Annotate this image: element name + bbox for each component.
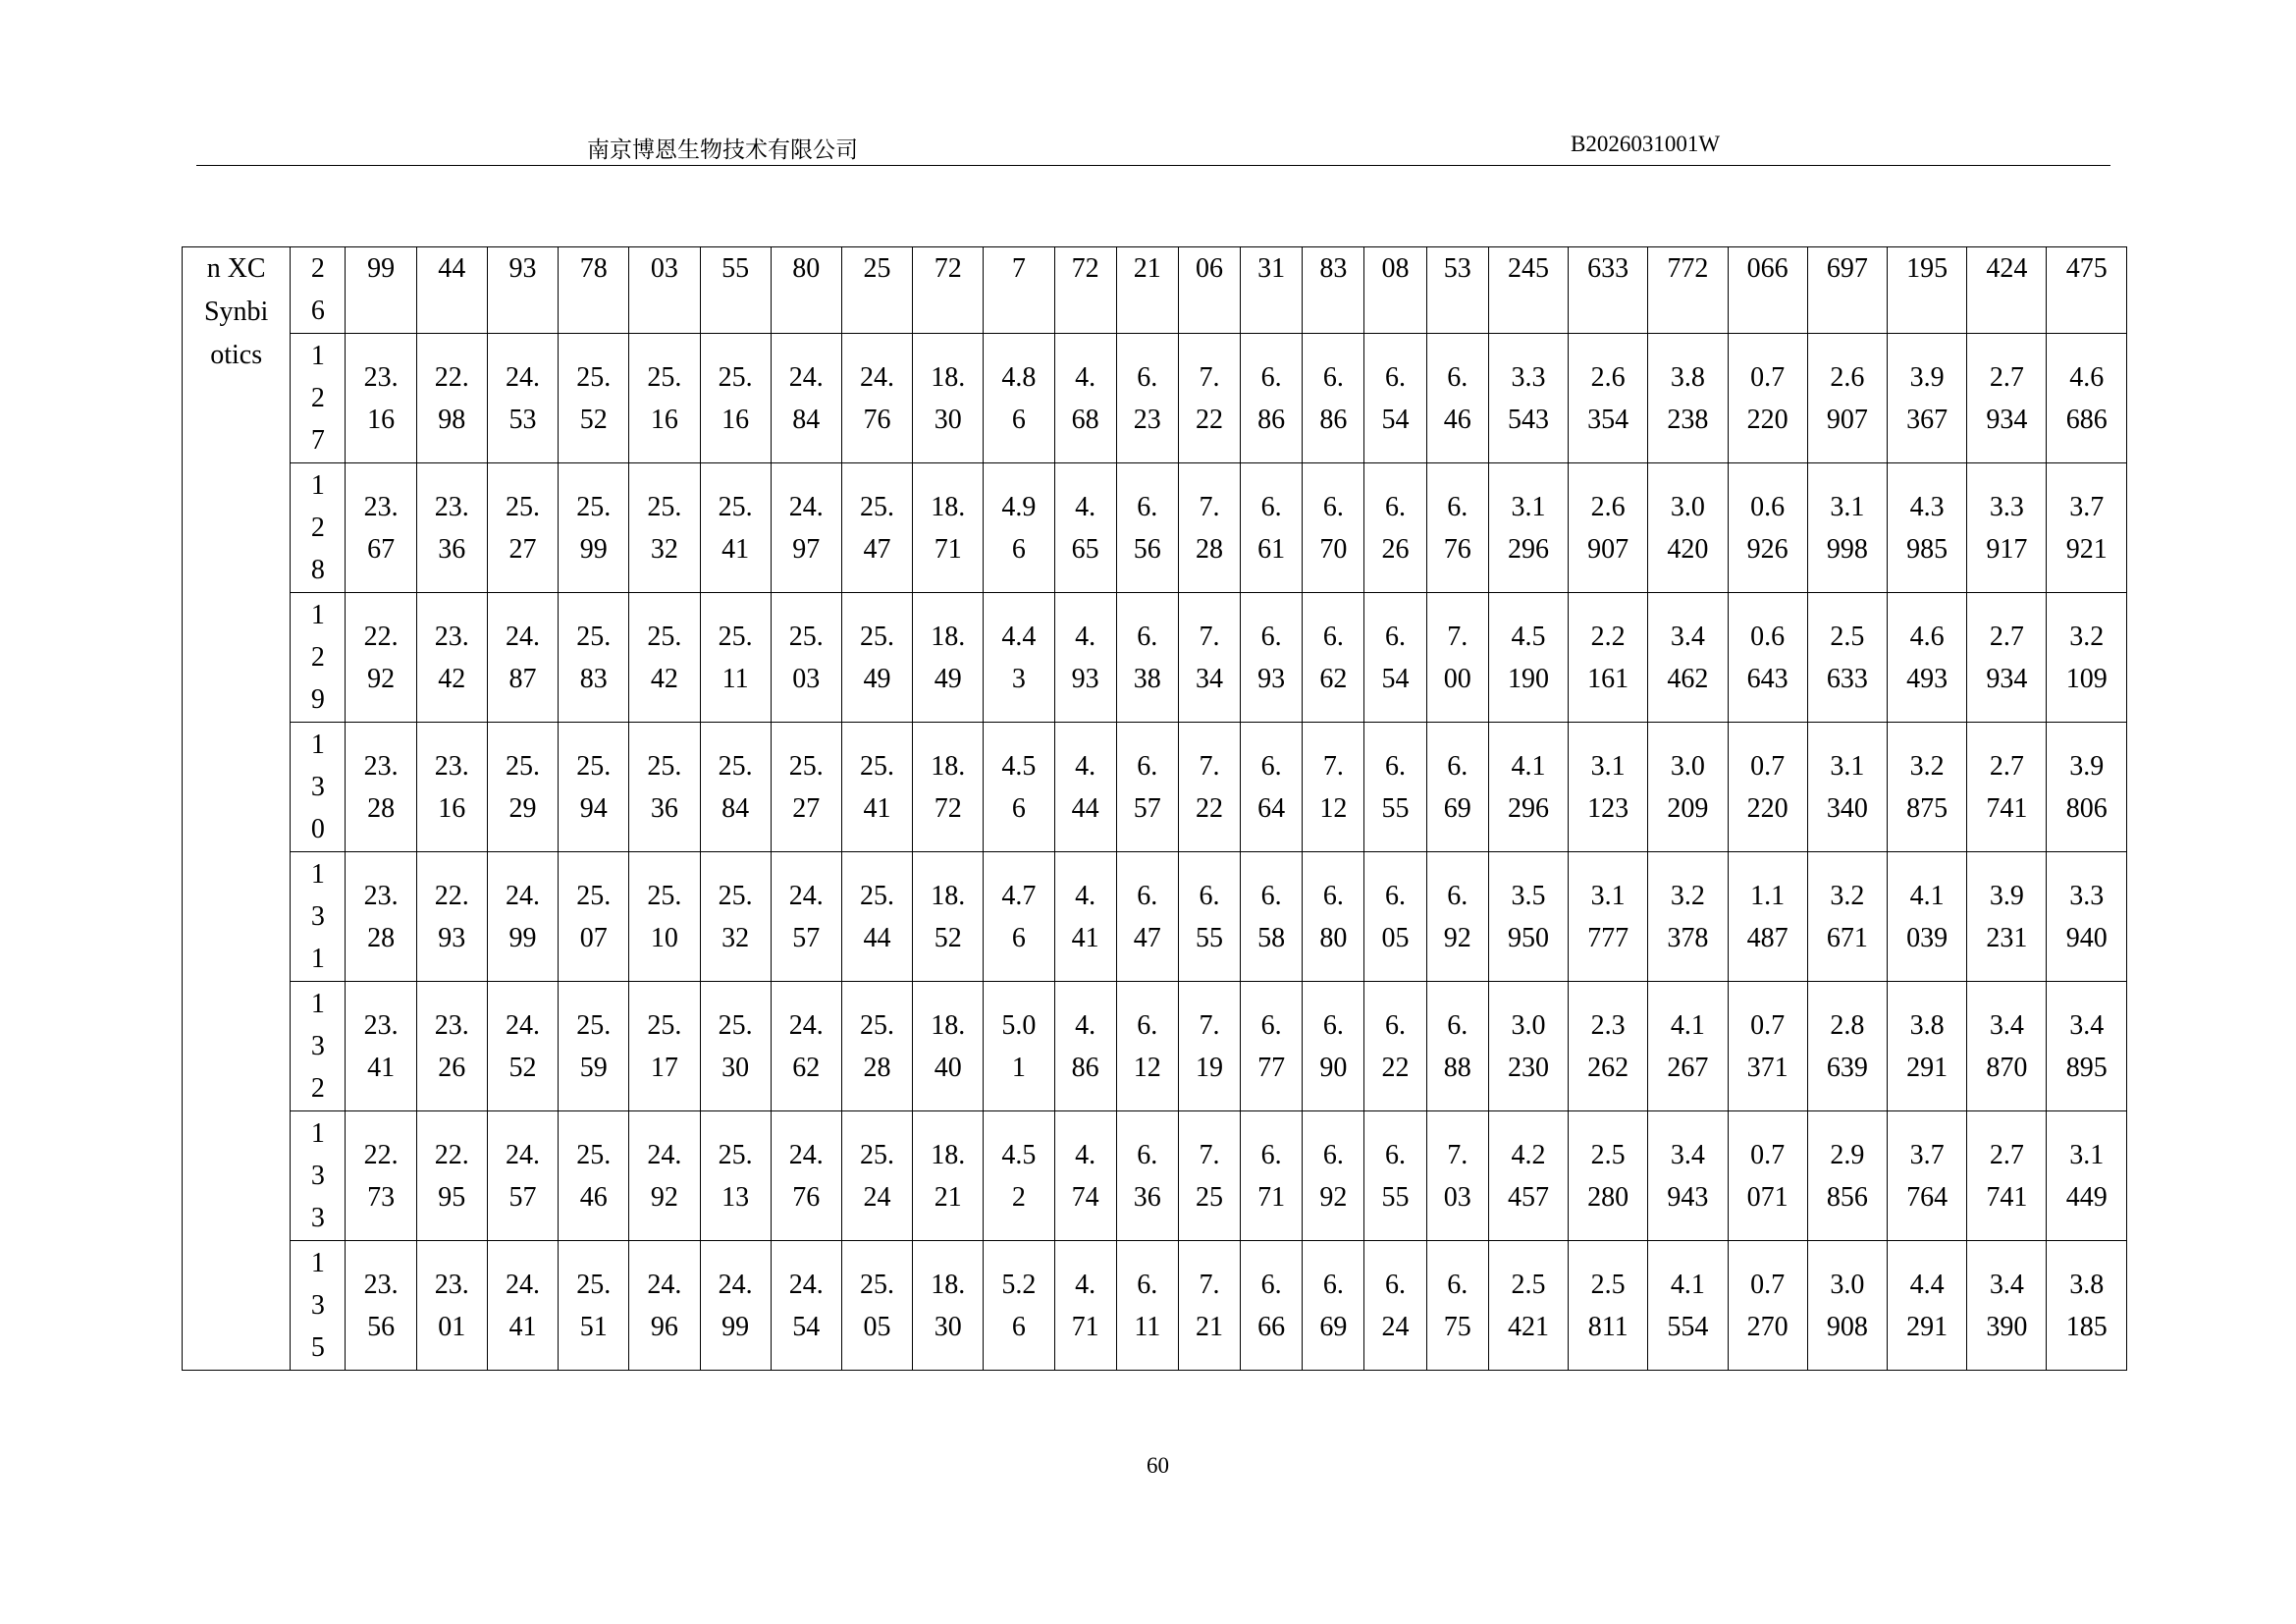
table-row bbox=[183, 463, 2127, 593]
value-cell: 4. 86 bbox=[1054, 982, 1116, 1111]
value-cell: 4. 68 bbox=[1054, 334, 1116, 463]
value-cell: 772 bbox=[1648, 247, 1728, 334]
value-cell: 23. 28 bbox=[346, 723, 416, 852]
value-cell: 99 bbox=[346, 247, 416, 334]
value-cell: 4. 41 bbox=[1054, 852, 1116, 982]
value-cell: 25. 99 bbox=[559, 463, 629, 593]
value-cell: 4. 65 bbox=[1054, 463, 1116, 593]
value-cell: 3.9 367 bbox=[1888, 334, 1967, 463]
value-cell: 25. 16 bbox=[700, 334, 771, 463]
value-cell: 0.7 071 bbox=[1728, 1111, 1807, 1241]
value-cell: 25. 52 bbox=[559, 334, 629, 463]
value-cell: 3.1 449 bbox=[2047, 1111, 2127, 1241]
value-cell: 7. 00 bbox=[1426, 593, 1488, 723]
value-cell: 25. 84 bbox=[700, 723, 771, 852]
value-cell: 25. 16 bbox=[629, 334, 700, 463]
value-cell: 31 bbox=[1241, 247, 1303, 334]
value-cell: 25. 28 bbox=[841, 982, 912, 1111]
value-cell: 7. 03 bbox=[1426, 1111, 1488, 1241]
value-cell: 2.6 907 bbox=[1807, 334, 1887, 463]
value-cell: 066 bbox=[1728, 247, 1807, 334]
data-table bbox=[182, 246, 2127, 1371]
value-cell: 3.3 940 bbox=[2047, 852, 2127, 982]
value-cell: 22. 73 bbox=[346, 1111, 416, 1241]
sample-id-cell: 1 2 9 bbox=[291, 593, 346, 723]
value-cell: 2.6 354 bbox=[1569, 334, 1648, 463]
value-cell: 6. 55 bbox=[1364, 723, 1426, 852]
value-cell: 6. 64 bbox=[1241, 723, 1303, 852]
value-cell: 18. 30 bbox=[913, 1241, 984, 1371]
value-cell: 6. 55 bbox=[1178, 852, 1240, 982]
value-cell: 6. 66 bbox=[1241, 1241, 1303, 1371]
value-cell: 4.1 296 bbox=[1488, 723, 1568, 852]
value-cell: 6. 86 bbox=[1241, 334, 1303, 463]
table-row bbox=[183, 982, 2127, 1111]
value-cell: 3.0 209 bbox=[1648, 723, 1728, 852]
value-cell: 4.5 6 bbox=[984, 723, 1054, 852]
value-cell: 23. 26 bbox=[416, 982, 487, 1111]
value-cell: 18. 30 bbox=[913, 334, 984, 463]
value-cell: 3.4 390 bbox=[1967, 1241, 2047, 1371]
value-cell: 7. 25 bbox=[1178, 1111, 1240, 1241]
value-cell: 25. 32 bbox=[700, 852, 771, 982]
group-label-cell: n XC Synbi otics bbox=[183, 247, 291, 1371]
value-cell: 23. 42 bbox=[416, 593, 487, 723]
value-cell: 6. 93 bbox=[1241, 593, 1303, 723]
value-cell: 3.3 917 bbox=[1967, 463, 2047, 593]
value-cell: 4.9 6 bbox=[984, 463, 1054, 593]
value-cell: 2.6 907 bbox=[1569, 463, 1648, 593]
value-cell: 23. 67 bbox=[346, 463, 416, 593]
table-row bbox=[183, 723, 2127, 852]
value-cell: 0.7 371 bbox=[1728, 982, 1807, 1111]
value-cell: 72 bbox=[1054, 247, 1116, 334]
value-cell: 697 bbox=[1807, 247, 1887, 334]
value-cell: 4. 93 bbox=[1054, 593, 1116, 723]
value-cell: 3.7 921 bbox=[2047, 463, 2127, 593]
value-cell: 24. 92 bbox=[629, 1111, 700, 1241]
value-cell: 25. 59 bbox=[559, 982, 629, 1111]
value-cell: 6. 69 bbox=[1426, 723, 1488, 852]
value-cell: 0.7 270 bbox=[1728, 1241, 1807, 1371]
value-cell: 22. 98 bbox=[416, 334, 487, 463]
value-cell: 22. 93 bbox=[416, 852, 487, 982]
value-cell: 25. 42 bbox=[629, 593, 700, 723]
value-cell: 25. 13 bbox=[700, 1111, 771, 1241]
value-cell: 2.8 639 bbox=[1807, 982, 1887, 1111]
value-cell: 3.0 908 bbox=[1807, 1241, 1887, 1371]
value-cell: 6. 11 bbox=[1116, 1241, 1178, 1371]
header-doc-code: B2026031001W bbox=[1571, 132, 1721, 156]
value-cell: 2.5 421 bbox=[1488, 1241, 1568, 1371]
value-cell: 4.5 2 bbox=[984, 1111, 1054, 1241]
value-cell: 6. 71 bbox=[1241, 1111, 1303, 1241]
value-cell: 2.5 811 bbox=[1569, 1241, 1648, 1371]
value-cell: 6. 76 bbox=[1426, 463, 1488, 593]
value-cell: 24. 54 bbox=[771, 1241, 841, 1371]
value-cell: 475 bbox=[2047, 247, 2127, 334]
value-cell: 6. 12 bbox=[1116, 982, 1178, 1111]
value-cell: 83 bbox=[1303, 247, 1364, 334]
value-cell: 25. 94 bbox=[559, 723, 629, 852]
value-cell: 3.4 943 bbox=[1648, 1111, 1728, 1241]
value-cell: 24. 62 bbox=[771, 982, 841, 1111]
value-cell: 24. 97 bbox=[771, 463, 841, 593]
value-cell: 6. 62 bbox=[1303, 593, 1364, 723]
value-cell: 1.1 487 bbox=[1728, 852, 1807, 982]
value-cell: 424 bbox=[1967, 247, 2047, 334]
table-row bbox=[183, 852, 2127, 982]
value-cell: 6. 92 bbox=[1426, 852, 1488, 982]
value-cell: 25. 27 bbox=[487, 463, 558, 593]
value-cell: 0.6 643 bbox=[1728, 593, 1807, 723]
value-cell: 25. 83 bbox=[559, 593, 629, 723]
value-cell: 195 bbox=[1888, 247, 1967, 334]
value-cell: 245 bbox=[1488, 247, 1568, 334]
value-cell: 6. 22 bbox=[1364, 982, 1426, 1111]
value-cell: 0.6 926 bbox=[1728, 463, 1807, 593]
value-cell: 24. 57 bbox=[771, 852, 841, 982]
value-cell: 24. 76 bbox=[841, 334, 912, 463]
value-cell: 3.7 764 bbox=[1888, 1111, 1967, 1241]
value-cell: 55 bbox=[700, 247, 771, 334]
value-cell: 25. 47 bbox=[841, 463, 912, 593]
value-cell: 6. 80 bbox=[1303, 852, 1364, 982]
value-cell: 23. 41 bbox=[346, 982, 416, 1111]
value-cell: 23. 36 bbox=[416, 463, 487, 593]
sample-id-cell: 2 6 bbox=[291, 247, 346, 334]
value-cell: 4.4 291 bbox=[1888, 1241, 1967, 1371]
value-cell: 2.7 741 bbox=[1967, 723, 2047, 852]
value-cell: 2.5 280 bbox=[1569, 1111, 1648, 1241]
value-cell: 3.4 462 bbox=[1648, 593, 1728, 723]
value-cell: 22. 95 bbox=[416, 1111, 487, 1241]
value-cell: 6. 05 bbox=[1364, 852, 1426, 982]
value-cell: 25. 11 bbox=[700, 593, 771, 723]
value-cell: 3.0 420 bbox=[1648, 463, 1728, 593]
value-cell: 4. 71 bbox=[1054, 1241, 1116, 1371]
value-cell: 2.7 934 bbox=[1967, 593, 2047, 723]
value-cell: 4.8 6 bbox=[984, 334, 1054, 463]
value-cell: 6. 70 bbox=[1303, 463, 1364, 593]
value-cell: 6. 36 bbox=[1116, 1111, 1178, 1241]
sample-id-cell: 1 3 5 bbox=[291, 1241, 346, 1371]
value-cell: 3.1 296 bbox=[1488, 463, 1568, 593]
value-cell: 6. 56 bbox=[1116, 463, 1178, 593]
sample-id-cell: 1 3 0 bbox=[291, 723, 346, 852]
value-cell: 18. 40 bbox=[913, 982, 984, 1111]
value-cell: 3.4 870 bbox=[1967, 982, 2047, 1111]
value-cell: 7. 34 bbox=[1178, 593, 1240, 723]
value-cell: 6. 24 bbox=[1364, 1241, 1426, 1371]
value-cell: 4. 44 bbox=[1054, 723, 1116, 852]
value-cell: 6. 58 bbox=[1241, 852, 1303, 982]
value-cell: 3.0 230 bbox=[1488, 982, 1568, 1111]
value-cell: 7. 22 bbox=[1178, 723, 1240, 852]
value-cell: 25. 49 bbox=[841, 593, 912, 723]
value-cell: 3.2 671 bbox=[1807, 852, 1887, 982]
value-cell: 18. 72 bbox=[913, 723, 984, 852]
value-cell: 3.9 806 bbox=[2047, 723, 2127, 852]
header-rule bbox=[196, 165, 2110, 166]
value-cell: 5.2 6 bbox=[984, 1241, 1054, 1371]
value-cell: 7. 19 bbox=[1178, 982, 1240, 1111]
sample-id-cell: 1 3 3 bbox=[291, 1111, 346, 1241]
value-cell: 7 bbox=[984, 247, 1054, 334]
value-cell: 6. 55 bbox=[1364, 1111, 1426, 1241]
value-cell: 7. 22 bbox=[1178, 334, 1240, 463]
value-cell: 6. 69 bbox=[1303, 1241, 1364, 1371]
value-cell: 3.8 291 bbox=[1888, 982, 1967, 1111]
value-cell: 3.1 777 bbox=[1569, 852, 1648, 982]
value-cell: 4.7 6 bbox=[984, 852, 1054, 982]
value-cell: 4.6 493 bbox=[1888, 593, 1967, 723]
value-cell: 25. 44 bbox=[841, 852, 912, 982]
value-cell: 18. 52 bbox=[913, 852, 984, 982]
value-cell: 7. 12 bbox=[1303, 723, 1364, 852]
value-cell: 6. 88 bbox=[1426, 982, 1488, 1111]
value-cell: 4.2 457 bbox=[1488, 1111, 1568, 1241]
value-cell: 6. 47 bbox=[1116, 852, 1178, 982]
header-company: 南京博恩生物技术有限公司 bbox=[587, 137, 858, 162]
value-cell: 25. 24 bbox=[841, 1111, 912, 1241]
value-cell: 3.8 238 bbox=[1648, 334, 1728, 463]
value-cell: 25 bbox=[841, 247, 912, 334]
value-cell: 6. 92 bbox=[1303, 1111, 1364, 1241]
value-cell: 06 bbox=[1178, 247, 1240, 334]
value-cell: 4.1 039 bbox=[1888, 852, 1967, 982]
value-cell: 6. 46 bbox=[1426, 334, 1488, 463]
value-cell: 44 bbox=[416, 247, 487, 334]
value-cell: 24. 57 bbox=[487, 1111, 558, 1241]
value-cell: 23. 56 bbox=[346, 1241, 416, 1371]
value-cell: 24. 99 bbox=[487, 852, 558, 982]
value-cell: 23. 16 bbox=[346, 334, 416, 463]
value-cell: 24. 96 bbox=[629, 1241, 700, 1371]
value-cell: 3.2 875 bbox=[1888, 723, 1967, 852]
value-cell: 24. 76 bbox=[771, 1111, 841, 1241]
value-cell: 24. 99 bbox=[700, 1241, 771, 1371]
value-cell: 7. 21 bbox=[1178, 1241, 1240, 1371]
table-body bbox=[183, 247, 2127, 1371]
value-cell: 25. 30 bbox=[700, 982, 771, 1111]
value-cell: 6. 38 bbox=[1116, 593, 1178, 723]
value-cell: 4.3 985 bbox=[1888, 463, 1967, 593]
value-cell: 4.1 267 bbox=[1648, 982, 1728, 1111]
value-cell: 24. 84 bbox=[771, 334, 841, 463]
value-cell: 2.9 856 bbox=[1807, 1111, 1887, 1241]
value-cell: 3.1 340 bbox=[1807, 723, 1887, 852]
value-cell: 6. 61 bbox=[1241, 463, 1303, 593]
table-row bbox=[183, 334, 2127, 463]
table-row bbox=[183, 1111, 2127, 1241]
value-cell: 18. 21 bbox=[913, 1111, 984, 1241]
value-cell: 25. 03 bbox=[771, 593, 841, 723]
value-cell: 6. 77 bbox=[1241, 982, 1303, 1111]
value-cell: 24. 53 bbox=[487, 334, 558, 463]
value-cell: 25. 10 bbox=[629, 852, 700, 982]
value-cell: 18. 71 bbox=[913, 463, 984, 593]
value-cell: 3.5 950 bbox=[1488, 852, 1568, 982]
value-cell: 3.2 109 bbox=[2047, 593, 2127, 723]
value-cell: 3.1 998 bbox=[1807, 463, 1887, 593]
value-cell: 6. 90 bbox=[1303, 982, 1364, 1111]
value-cell: 2.5 633 bbox=[1807, 593, 1887, 723]
value-cell: 3.9 231 bbox=[1967, 852, 2047, 982]
value-cell: 5.0 1 bbox=[984, 982, 1054, 1111]
value-cell: 08 bbox=[1364, 247, 1426, 334]
value-cell: 6. 57 bbox=[1116, 723, 1178, 852]
value-cell: 25. 51 bbox=[559, 1241, 629, 1371]
value-cell: 4.6 686 bbox=[2047, 334, 2127, 463]
value-cell: 2.7 934 bbox=[1967, 334, 2047, 463]
table-row bbox=[183, 1241, 2127, 1371]
value-cell: 6. 86 bbox=[1303, 334, 1364, 463]
sample-id-cell: 1 3 1 bbox=[291, 852, 346, 982]
value-cell: 0.7 220 bbox=[1728, 334, 1807, 463]
table-row bbox=[183, 247, 2127, 334]
value-cell: 6. 54 bbox=[1364, 593, 1426, 723]
value-cell: 23. 16 bbox=[416, 723, 487, 852]
value-cell: 23. 01 bbox=[416, 1241, 487, 1371]
value-cell: 25. 07 bbox=[559, 852, 629, 982]
value-cell: 22. 92 bbox=[346, 593, 416, 723]
value-cell: 2.7 741 bbox=[1967, 1111, 2047, 1241]
value-cell: 21 bbox=[1116, 247, 1178, 334]
value-cell: 2.2 161 bbox=[1569, 593, 1648, 723]
value-cell: 4.5 190 bbox=[1488, 593, 1568, 723]
sample-id-cell: 1 2 7 bbox=[291, 334, 346, 463]
value-cell: 25. 32 bbox=[629, 463, 700, 593]
value-cell: 25. 46 bbox=[559, 1111, 629, 1241]
value-cell: 3.2 378 bbox=[1648, 852, 1728, 982]
value-cell: 2.3 262 bbox=[1569, 982, 1648, 1111]
value-cell: 3.4 895 bbox=[2047, 982, 2127, 1111]
value-cell: 78 bbox=[559, 247, 629, 334]
value-cell: 4.4 3 bbox=[984, 593, 1054, 723]
page-number: 60 bbox=[1147, 1453, 1169, 1478]
value-cell: 25. 41 bbox=[700, 463, 771, 593]
value-cell: 24. 41 bbox=[487, 1241, 558, 1371]
value-cell: 93 bbox=[487, 247, 558, 334]
value-cell: 633 bbox=[1569, 247, 1648, 334]
value-cell: 7. 28 bbox=[1178, 463, 1240, 593]
value-cell: 6. 54 bbox=[1364, 334, 1426, 463]
value-cell: 4. 74 bbox=[1054, 1111, 1116, 1241]
value-cell: 72 bbox=[913, 247, 984, 334]
value-cell: 18. 49 bbox=[913, 593, 984, 723]
value-cell: 0.7 220 bbox=[1728, 723, 1807, 852]
value-cell: 03 bbox=[629, 247, 700, 334]
value-cell: 25. 41 bbox=[841, 723, 912, 852]
value-cell: 25. 36 bbox=[629, 723, 700, 852]
sample-id-cell: 1 3 2 bbox=[291, 982, 346, 1111]
value-cell: 3.1 123 bbox=[1569, 723, 1648, 852]
value-cell: 4.1 554 bbox=[1648, 1241, 1728, 1371]
value-cell: 24. 52 bbox=[487, 982, 558, 1111]
value-cell: 25. 27 bbox=[771, 723, 841, 852]
value-cell: 6. 26 bbox=[1364, 463, 1426, 593]
value-cell: 6. 75 bbox=[1426, 1241, 1488, 1371]
value-cell: 3.3 543 bbox=[1488, 334, 1568, 463]
value-cell: 80 bbox=[771, 247, 841, 334]
table-row bbox=[183, 593, 2127, 723]
value-cell: 24. 87 bbox=[487, 593, 558, 723]
value-cell: 23. 28 bbox=[346, 852, 416, 982]
value-cell: 3.8 185 bbox=[2047, 1241, 2127, 1371]
value-cell: 53 bbox=[1426, 247, 1488, 334]
value-cell: 25. 05 bbox=[841, 1241, 912, 1371]
value-cell: 25. 29 bbox=[487, 723, 558, 852]
value-cell: 6. 23 bbox=[1116, 334, 1178, 463]
value-cell: 25. 17 bbox=[629, 982, 700, 1111]
sample-id-cell: 1 2 8 bbox=[291, 463, 346, 593]
